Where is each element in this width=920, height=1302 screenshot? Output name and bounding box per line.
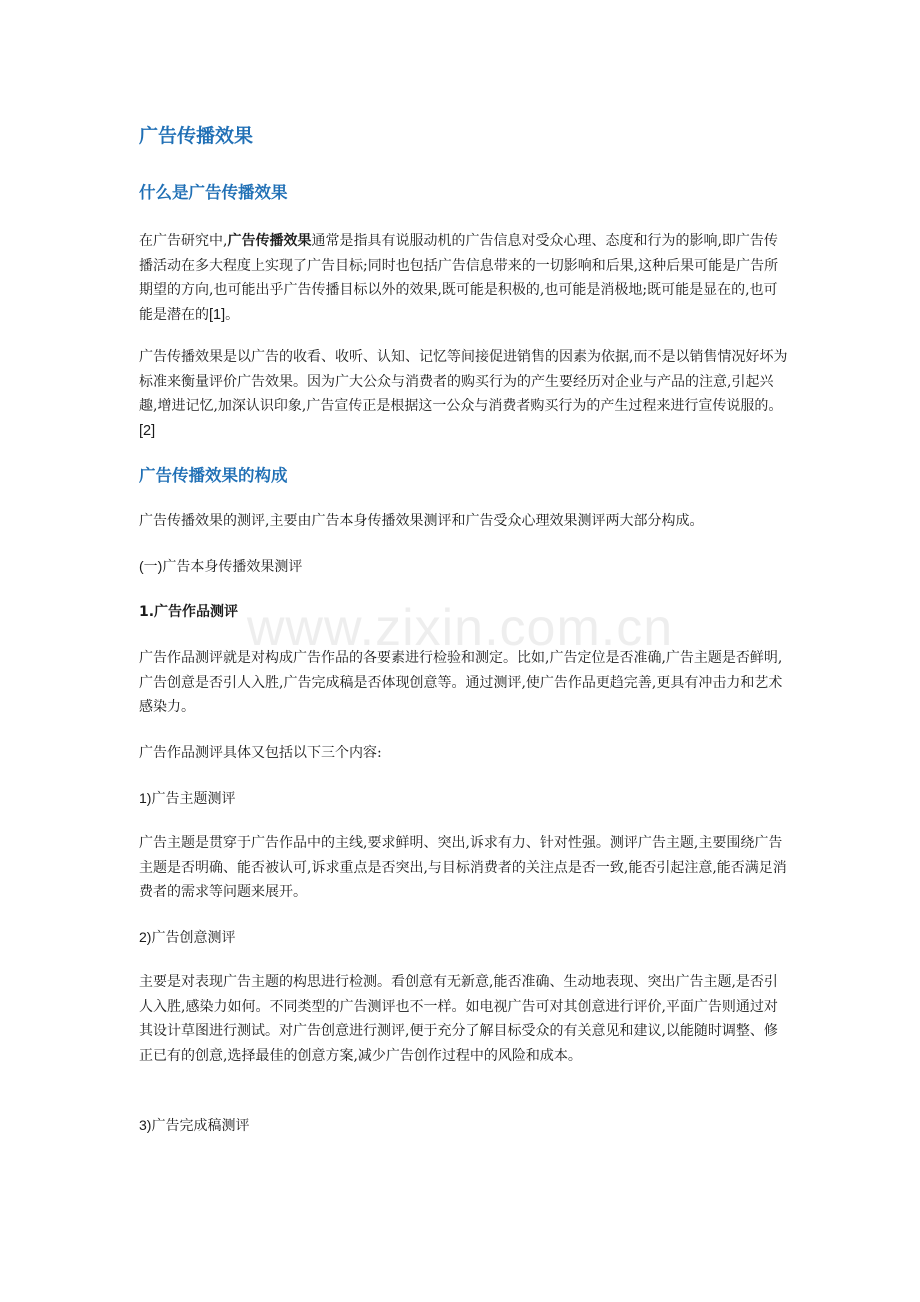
part-heading-1-title: 广告本身传播效果测评	[162, 559, 303, 575]
reference-link-2[interactable]: [2]	[139, 422, 156, 439]
paragraph-artwork-test: 广告作品测评就是对构成广告作品的各要素进行检验和测定。比如,广告定位是否准确,广告主题是否鲜明,广告创意是否引人入胜,广告完成稿是否体现创意等。通过测评,使广告作品更趋完善,更具有冲击力和艺术感染力。	[139, 650, 783, 716]
item-heading-final-draft-title: 广告完成稿测评	[151, 1118, 250, 1134]
paragraph-definition	[139, 229, 789, 327]
paragraph-structure-intro: 广告传播效果的测评,主要由广告本身传播效果测评和广告受众心理效果测评两大部分构成。	[139, 513, 704, 529]
item-heading-theme-lead: 1)	[139, 790, 152, 806]
part-heading-1-lead: (一)	[139, 558, 163, 574]
watermark: www.zixin.com.cn	[246, 599, 674, 657]
paragraph-definition-body: 通常是指具有说服动机的广告信息对受众心理、态度和行为的影响,即广告传播活动在多大程度上实现了广告目标;同时也包括广告信息带来的一切影响和后果,这种后果可能是广告所期望的方向,也可能出乎广告传播目标以外的效果,既可能是积极的,也可能是消极地;既可能是显在的,也可能是潜在的	[139, 233, 779, 323]
paragraph-three-contents: 广告作品测评具体又包括以下三个内容:	[139, 745, 382, 761]
document-title: 广告传播效果	[139, 125, 254, 147]
paragraph-theme-test: 广告主题是贯穿于广告作品中的主线,要求鲜明、突出,诉求有力、针对性强。测评广告主题,主要围绕广告主题是否明确、能否被认可,诉求重点是否突出,与目标消费者的关注点是否一致,能否引起注意,能否满足消费者的需求等问题来展开。	[139, 835, 787, 901]
item-heading-final-draft	[139, 1113, 249, 1138]
item-heading-final-draft-lead: 3)	[139, 1117, 152, 1133]
item-heading-creative	[139, 925, 235, 950]
section-heading-what: 什么是广告传播效果	[139, 183, 288, 202]
item-heading-creative-title: 广告创意测评	[151, 930, 236, 946]
paragraph-definition-lead: 在广告研究中,	[139, 233, 228, 249]
paragraph-basis-body: 广告传播效果是以广告的收看、收听、认知、记忆等间接促进销售的因素为依据,而不是以销售情况好坏为标准来衡量评价广告效果。因为广大公众与消费者的购买行为的产生要经历对企业与产品的注意,引起兴趣,增进记忆,加深认识印象,广告宣传正是根据这一公众与消费者购买行为的产生过程来进行宣传说服的。	[139, 349, 788, 415]
item-heading-theme-title: 广告主题测评	[151, 791, 236, 807]
item-heading-theme	[139, 786, 235, 811]
subheading-artwork-test: 1.广告作品测评	[139, 604, 239, 620]
item-heading-creative-lead: 2)	[139, 929, 152, 945]
part-heading-1	[139, 554, 302, 579]
paragraph-creative-test: 主要是对表现广告主题的构思进行检测。看创意有无新意,能否准确、生动地表现、突出广告主题,是否引人入胜,感染力如何。不同类型的广告测评也不一样。如电视广告可对其创意进行评价,平面广告则通过对其设计草图进行测试。对广告创意进行测评,便于充分了解目标受众的有关意见和建议,以能随时调整、修正已有的创意,选择最佳的创意方案,减少广告创作过程中的风险和成本。	[139, 974, 778, 1064]
keyword-bold: 广告传播效果	[227, 233, 312, 249]
section-heading-structure: 广告传播效果的构成	[139, 466, 288, 485]
reference-link-1[interactable]: [1]	[209, 306, 226, 323]
paragraph-basis	[139, 345, 789, 443]
paragraph-definition-end: 。	[225, 306, 240, 323]
document-page	[139, 0, 789, 1302]
